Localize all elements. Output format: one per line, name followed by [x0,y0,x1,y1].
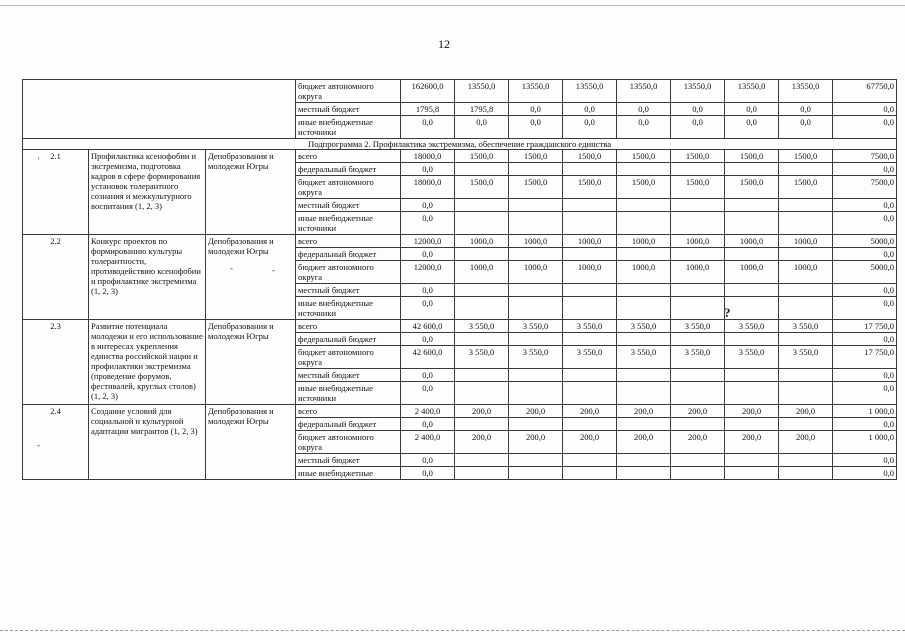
funding-value: 0,0 [833,382,897,405]
funding-value: 0,0 [563,116,617,139]
funding-value: 1500,0 [455,150,509,163]
funding-source: бюджет автономного округа [296,261,401,284]
funding-value [617,382,671,405]
funding-value: 0,0 [833,333,897,346]
funding-value: 0,0 [401,418,455,431]
funding-value: 3 550,0 [455,320,509,333]
funding-value [455,467,509,480]
funding-value: 13550,0 [671,80,725,103]
funding-source: бюджет автономного округа [296,346,401,369]
funding-value: 200,0 [725,431,779,454]
measure-name: Конкурс проектов по формированию культуры толерантности, противодействию ксенофобии и профилактике экстремизма (1, 2, 3) [89,235,206,320]
funding-value [725,199,779,212]
funding-value: 162600,0 [401,80,455,103]
funding-value: 3 550,0 [563,320,617,333]
funding-value: 0,0 [671,103,725,116]
measure-executor: Депобразования и молодежи Югры [206,320,296,405]
funding-value [725,248,779,261]
funding-value [617,199,671,212]
funding-value: 1500,0 [725,176,779,199]
funding-value [509,199,563,212]
measure-number: 2.1 [23,150,89,235]
funding-value: 13550,0 [617,80,671,103]
funding-value: 3 550,0 [671,320,725,333]
funding-value: 12000,0 [401,235,455,248]
funding-value [617,284,671,297]
funding-value [671,248,725,261]
funding-value: 1795,8 [455,103,509,116]
funding-value [455,284,509,297]
funding-value [563,212,617,235]
funding-value: 0,0 [833,369,897,382]
measure-number: 2.3 [23,320,89,405]
funding-value: 0,0 [671,116,725,139]
funding-value [509,248,563,261]
funding-value [563,454,617,467]
stray-mark: - [272,265,275,275]
funding-value: 1000,0 [725,261,779,284]
funding-value: 1000,0 [455,235,509,248]
funding-value [725,382,779,405]
funding-value [671,454,725,467]
funding-value [671,382,725,405]
funding-value [617,418,671,431]
stray-mark: - [230,263,233,273]
funding-source: местный бюджет [296,103,401,116]
funding-value: 0,0 [509,116,563,139]
funding-value [671,467,725,480]
funding-value: 0,0 [725,116,779,139]
funding-value: 13550,0 [779,80,833,103]
budget-table [22,79,897,480]
funding-value [563,248,617,261]
funding-value: 0,0 [725,103,779,116]
funding-value: 200,0 [455,431,509,454]
funding-value: 3 550,0 [455,346,509,369]
funding-value: 0,0 [833,212,897,235]
funding-value [509,418,563,431]
funding-value [671,163,725,176]
funding-value: 13550,0 [563,80,617,103]
funding-value: 18000,0 [401,176,455,199]
funding-value [617,454,671,467]
funding-value: 1500,0 [779,150,833,163]
funding-value [779,454,833,467]
funding-value: 0,0 [779,116,833,139]
funding-value: 1500,0 [563,150,617,163]
funding-source: всего [296,150,401,163]
table-row [23,139,897,150]
funding-value: 0,0 [401,297,455,320]
funding-value: 0,0 [509,103,563,116]
funding-value: 0,0 [779,103,833,116]
funding-value: 17 750,0 [833,320,897,333]
funding-value [725,467,779,480]
funding-value [617,212,671,235]
funding-value: 42 600,0 [401,346,455,369]
funding-value: 200,0 [509,405,563,418]
funding-value: 1500,0 [509,150,563,163]
funding-value [779,163,833,176]
funding-value [455,163,509,176]
funding-value [563,382,617,405]
funding-value: 200,0 [509,431,563,454]
funding-value [671,199,725,212]
funding-value: 0,0 [401,163,455,176]
table-row [23,235,897,248]
funding-value: 3 550,0 [779,320,833,333]
funding-value: 1500,0 [779,176,833,199]
funding-source: всего [296,320,401,333]
funding-value [725,454,779,467]
table-row [23,150,897,163]
funding-source: иные внебюджетные источники [296,382,401,405]
funding-value [563,369,617,382]
funding-value: 2 400,0 [401,405,455,418]
handwritten-mark: ? [724,305,731,320]
funding-value [455,333,509,346]
funding-value [779,333,833,346]
funding-value: 17 750,0 [833,346,897,369]
funding-value: 3 550,0 [617,346,671,369]
funding-source: бюджет автономного округа [296,431,401,454]
funding-source: иные внебюджетные источники [296,212,401,235]
funding-value: 1000,0 [779,235,833,248]
funding-value: 200,0 [779,431,833,454]
funding-value [779,418,833,431]
funding-value [725,418,779,431]
funding-value: 0,0 [833,284,897,297]
funding-value [509,333,563,346]
funding-value: 1000,0 [617,261,671,284]
funding-value [725,163,779,176]
funding-value [509,163,563,176]
funding-value [671,284,725,297]
funding-value [779,199,833,212]
funding-value [671,297,725,320]
funding-source: федеральный бюджет [296,418,401,431]
funding-value: 0,0 [833,199,897,212]
funding-value: 0,0 [401,369,455,382]
funding-value: 3 550,0 [725,346,779,369]
funding-value [563,163,617,176]
funding-source: бюджет автономного округа [296,176,401,199]
funding-value [779,369,833,382]
funding-value: 0,0 [833,116,897,139]
funding-source: федеральный бюджет [296,248,401,261]
funding-value: 200,0 [779,405,833,418]
funding-value [671,333,725,346]
funding-value: 200,0 [563,431,617,454]
stray-mark: - [37,440,40,450]
funding-value [671,418,725,431]
funding-value: 3 550,0 [617,320,671,333]
funding-value [779,212,833,235]
funding-value: 0,0 [401,284,455,297]
funding-value [455,248,509,261]
funding-value: 13550,0 [725,80,779,103]
funding-value: 1500,0 [563,176,617,199]
funding-value: 0,0 [401,382,455,405]
funding-value [617,163,671,176]
funding-value: 0,0 [401,199,455,212]
funding-value [617,333,671,346]
funding-value: 1 000,0 [833,431,897,454]
funding-value [779,248,833,261]
funding-value: 200,0 [671,405,725,418]
funding-value [509,369,563,382]
funding-value: 7500,0 [833,150,897,163]
funding-value [455,454,509,467]
funding-source: местный бюджет [296,199,401,212]
funding-value: 200,0 [455,405,509,418]
funding-value [563,284,617,297]
funding-value [509,382,563,405]
measure-executor: Депобразования и молодежи Югры [206,235,296,320]
funding-value: 200,0 [725,405,779,418]
funding-value [455,212,509,235]
funding-value: 1000,0 [671,235,725,248]
funding-value [509,212,563,235]
funding-value: 1000,0 [563,261,617,284]
funding-value: 0,0 [833,103,897,116]
measure-name: Развитие потенциала молодежи и его использование в интересах укрепления единства российской нации и профилактики экстремизма (проведение форумов, фестивалей, круглых столов) (1, 2, 3) [89,320,206,405]
measure-name: Создание условий для социальной и культурной адаптации мигрантов (1, 2, 3) [89,405,206,480]
table-row [23,405,897,418]
funding-value: 13550,0 [455,80,509,103]
funding-source: местный бюджет [296,369,401,382]
funding-value [563,418,617,431]
funding-value: 3 550,0 [509,346,563,369]
funding-value: 7500,0 [833,176,897,199]
funding-value: 1000,0 [671,261,725,284]
funding-value [725,333,779,346]
measure-executor: Депобразования и молодежи Югры [206,405,296,480]
funding-value [671,212,725,235]
funding-source: местный бюджет [296,454,401,467]
scan-top-edge [0,5,905,6]
funding-value [509,454,563,467]
funding-value: 1000,0 [509,235,563,248]
funding-value: 1500,0 [617,150,671,163]
funding-value: 0,0 [833,418,897,431]
funding-value: 2 400,0 [401,431,455,454]
funding-value [563,333,617,346]
funding-value: 1000,0 [455,261,509,284]
budget-table-body [23,80,897,480]
funding-value: 0,0 [833,248,897,261]
blank-merged-cell [23,80,296,139]
funding-value: 200,0 [617,405,671,418]
funding-value: 0,0 [401,454,455,467]
funding-value: 0,0 [833,467,897,480]
funding-value: 1000,0 [617,235,671,248]
funding-value [617,467,671,480]
funding-value: 1000,0 [509,261,563,284]
funding-value: 0,0 [401,467,455,480]
funding-value: 5000,0 [833,235,897,248]
funding-value [455,369,509,382]
funding-source: всего [296,235,401,248]
funding-value: 0,0 [617,103,671,116]
table-row [23,80,897,103]
funding-value: 0,0 [455,116,509,139]
measure-number: 2.4 [23,405,89,480]
funding-value [563,467,617,480]
table-row [23,320,897,333]
stray-mark: ' [38,156,40,166]
funding-value [617,248,671,261]
funding-value: 5000,0 [833,261,897,284]
funding-source: местный бюджет [296,284,401,297]
funding-value: 1000,0 [725,235,779,248]
funding-value: 0,0 [401,212,455,235]
funding-value: 0,0 [563,103,617,116]
funding-value: 1795,8 [401,103,455,116]
funding-value: 3 550,0 [779,346,833,369]
funding-value [509,467,563,480]
funding-value: 3 550,0 [671,346,725,369]
funding-value: 13550,0 [509,80,563,103]
funding-value [563,297,617,320]
funding-source: федеральный бюджет [296,163,401,176]
measure-executor: Депобразования и молодежи Югры [206,150,296,235]
funding-value: 1500,0 [617,176,671,199]
funding-value: 1500,0 [455,176,509,199]
measure-name: Профилактика ксенофобии и экстремизма, подготовка кадров в сфере формирования установок толерантного сознания и межкультурного воспитания (1, 2, 3) [89,150,206,235]
funding-value: 1500,0 [671,150,725,163]
funding-value [617,297,671,320]
funding-value: 200,0 [563,405,617,418]
funding-value [725,212,779,235]
funding-value: 200,0 [617,431,671,454]
funding-value: 42 600,0 [401,320,455,333]
funding-value [725,297,779,320]
scan-bottom-edge [0,630,905,631]
funding-value: 1500,0 [671,176,725,199]
funding-value: 1500,0 [725,150,779,163]
funding-value [779,467,833,480]
funding-source: иные внебюджетные [296,467,401,480]
funding-value: 3 550,0 [509,320,563,333]
funding-value [671,369,725,382]
funding-value: 67750,0 [833,80,897,103]
funding-value: 0,0 [833,297,897,320]
funding-value [725,284,779,297]
funding-value [509,297,563,320]
funding-source: бюджет автономного округа [296,80,401,103]
funding-value: 0,0 [617,116,671,139]
funding-value: 0,0 [833,454,897,467]
funding-value: 0,0 [401,333,455,346]
funding-value: 0,0 [833,163,897,176]
funding-value [455,297,509,320]
funding-value [779,382,833,405]
funding-value [455,418,509,431]
funding-source: всего [296,405,401,418]
measure-number: 2.2 [23,235,89,320]
funding-source: иные внебюджетные источники [296,116,401,139]
funding-value: 3 550,0 [563,346,617,369]
funding-value: 1000,0 [563,235,617,248]
funding-value [779,284,833,297]
subprogram-title: Подпрограмма 2. Профилактика экстремизма, обеспечение гражданского единства [23,139,897,150]
funding-source: федеральный бюджет [296,333,401,346]
funding-value: 12000,0 [401,261,455,284]
funding-source: иные внебюджетные источники [296,297,401,320]
funding-value: 200,0 [671,431,725,454]
funding-value [455,382,509,405]
funding-value [617,369,671,382]
funding-value [779,297,833,320]
funding-value: 0,0 [401,248,455,261]
funding-value [563,199,617,212]
funding-value [509,284,563,297]
funding-value: 18000,0 [401,150,455,163]
funding-value: 1000,0 [779,261,833,284]
funding-value: 3 550,0 [725,320,779,333]
funding-value: 1500,0 [509,176,563,199]
funding-value [725,369,779,382]
funding-value: 1 000,0 [833,405,897,418]
page-number: 12 [438,37,450,51]
funding-value: 0,0 [401,116,455,139]
funding-value [455,199,509,212]
